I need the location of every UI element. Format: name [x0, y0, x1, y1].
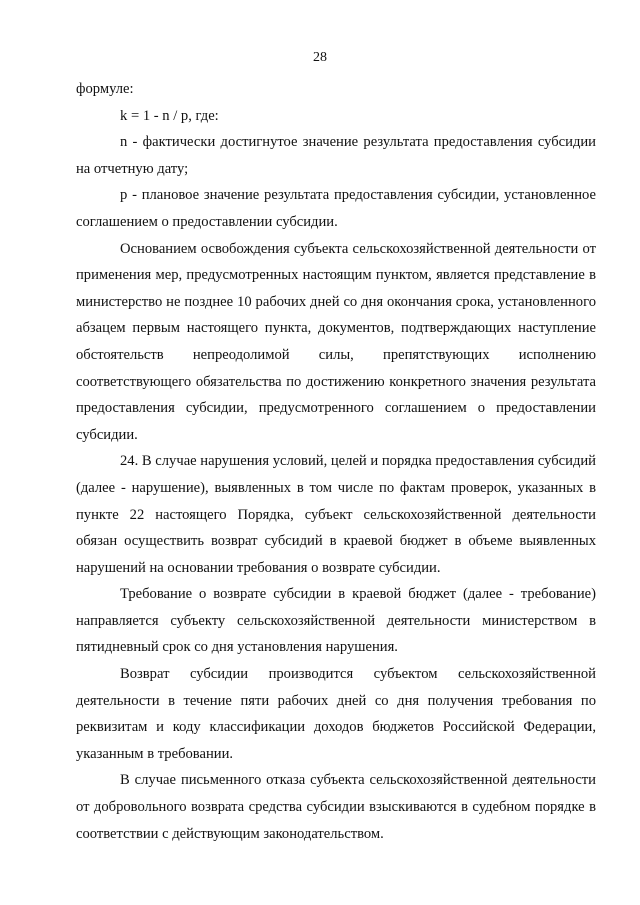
document-body: [76, 76, 596, 847]
paragraph-court-recovery: В случае письменного отказа субъекта сельскохозяйственной деятельности от добровольного возврата средства субсидии взыскиваются в судебном порядке в соответствии с действующим законодательством.: [76, 772, 596, 842]
page-number: 28: [313, 50, 327, 65]
paragraph-item-24: 24. В случае нарушения условий, целей и порядка предоставления субсидий (далее - нарушение), выявленных в том числе по фактам проверок, указанных в пункте 22 настоящего Порядка, субъект сельскохозяйственной деятельности обязан осуществить возврат субсидий в краевой бюджет в объеме выявленных нарушений на основании требования о возврате субсидии.: [76, 453, 596, 576]
paragraph-formula-intro: формуле:: [76, 81, 134, 97]
paragraph-p-definition: p - плановое значение результата предоставления субсидии, установленное соглашением о предоставлении субсидии.: [76, 187, 596, 230]
paragraph-n-definition: n - фактически достигнутое значение результата предоставления субсидии на отчетную дату;: [76, 134, 596, 177]
paragraph-refund-procedure: Возврат субсидии производится субъектом сельскохозяйственной деятельности в течение пяти рабочих дней со дня получения требования по реквизитам и коду классификации доходов бюджетов Российской Федерации, указанным в требовании.: [76, 666, 596, 762]
paragraph-refund-requirement: Требование о возврате субсидии в краевой бюджет (далее - требование) направляется субъекту сельскохозяйственной деятельности министерством в пятидневный срок со дня установления нарушения.: [76, 586, 596, 656]
formula-line: k = 1 - n / p, где:: [120, 107, 219, 124]
paragraph-exemption-basis: Основанием освобождения субъекта сельскохозяйственной деятельности от применения мер, предусмотренных настоящим пунктом, является представление в министерство не позднее 10 рабочих дней со дня окончания срока, установленного абзацем первым настоящего пункта, документов, подтверждающих наступление обстоятельств непреодолимой силы, препятствующих исполнению соответствующего обязательства по достижению конкретного значения результата предоставления субсидии, предусмотренного соглашением о предоставлении субсидии.: [76, 240, 596, 443]
